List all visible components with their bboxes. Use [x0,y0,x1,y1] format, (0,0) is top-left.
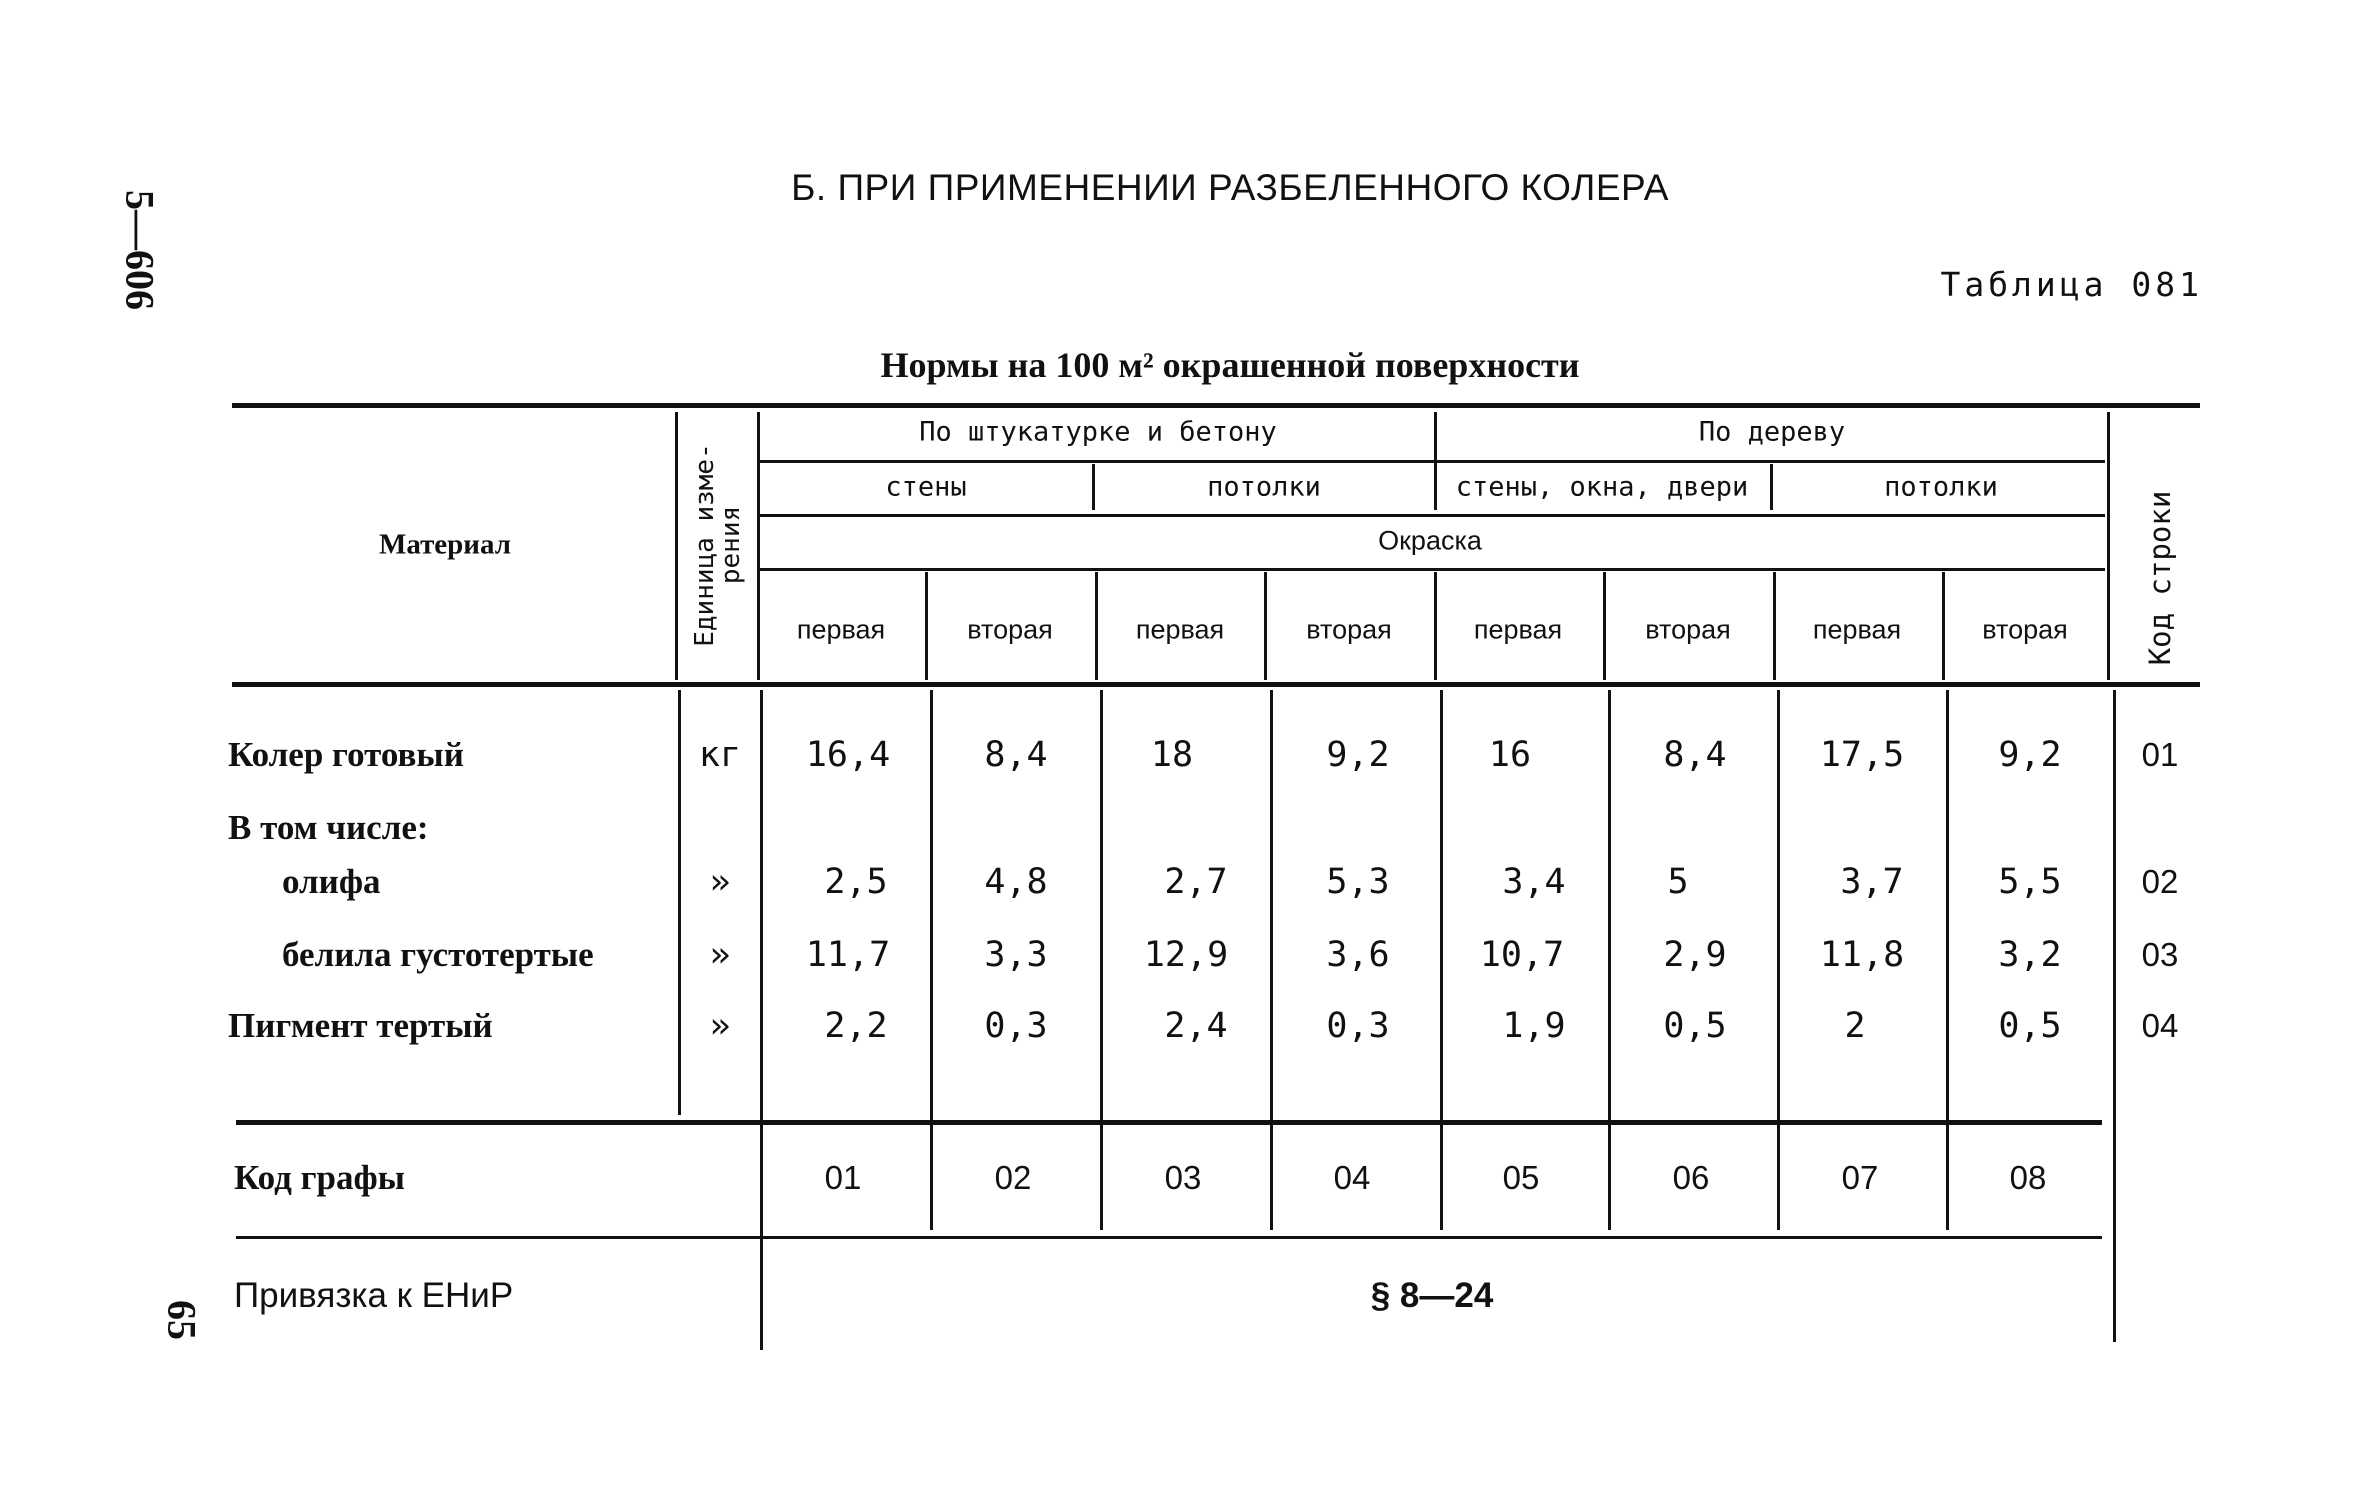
header-painting: Окраска [1378,525,1482,556]
vline-h7 [1942,572,1945,680]
side-document-code: 5—606 [117,190,163,310]
value-cell: 5 [1667,862,1689,902]
norms-title: Нормы на 100 м² окрашенной поверхности [880,345,1580,385]
vline-b1 [930,690,933,1230]
value-cell: 2,7 [1164,862,1228,902]
header-group-plaster: По штукатурке и бетону [919,416,1277,448]
header-first-2: первая [1135,614,1225,645]
header-first-3: первая [1473,614,1563,645]
row-unit: » [709,862,731,902]
value-cell: 5,5 [1998,862,2062,902]
value-cell: 0,5 [1663,1006,1727,1046]
rule-under-subgroups [760,514,2105,517]
value-cell: 2,9 [1663,935,1727,975]
enir-label: Привязка к ЕНиР [234,1276,514,1315]
value-cell: 1,9 [1502,1006,1566,1046]
vline-code-left-header [2107,412,2110,680]
column-code: 07 [1841,1159,1879,1196]
row-code: 04 [2141,1007,2179,1044]
value-cell: 16 [1488,735,1532,775]
vline-unit-left-header [675,412,678,680]
vline-unit-right-body [760,690,763,1350]
rule-under-groups [760,460,2105,463]
value-cell: 12,9 [1143,935,1229,975]
value-cell: 10,7 [1479,935,1565,975]
header-second-2: вторая [1306,614,1392,645]
row-code: 03 [2141,936,2179,973]
column-code: 02 [994,1159,1032,1196]
value-cell: 3,2 [1998,935,2062,975]
rule-under-painting [760,568,2105,571]
vline-b5 [1608,690,1611,1230]
row-label: В том числе: [228,808,429,847]
column-code: 08 [2009,1159,2047,1196]
vline-b2 [1100,690,1103,1230]
row-label: белила густотертые [282,935,594,974]
value-cell: 3,4 [1502,862,1566,902]
row-label: олифа [282,862,381,901]
header-sub-ceilings-wood: потолки [1884,471,1998,503]
codes-bottom-rule [236,1236,2102,1239]
vline-h5 [1603,572,1606,680]
vline-h2 [1095,572,1098,680]
header-second-3: вторая [1645,614,1731,645]
value-cell: 3,6 [1326,935,1390,975]
header-row-code: Код строки [2143,490,2177,666]
table-label: Таблица 081 [1940,265,2203,304]
vline-h3 [1264,572,1267,680]
value-cell: 16,4 [805,735,891,775]
vline-b6 [1777,690,1780,1230]
row-unit: » [709,935,731,975]
column-codes-label: Код графы [234,1158,405,1197]
value-cell: 9,2 [1326,735,1390,775]
value-cell: 0,3 [1326,1006,1390,1046]
enir-value: § 8—24 [1370,1276,1494,1315]
value-cell: 8,4 [1663,735,1727,775]
vline-unit-right-header [757,412,760,680]
value-cell: 4,8 [984,862,1048,902]
vline-b3 [1270,690,1273,1230]
value-cell: 5,3 [1326,862,1390,902]
value-cell: 11,7 [805,935,891,975]
vline-b7 [1946,690,1949,1230]
vline-group-split [1434,412,1437,510]
header-second-1: вторая [967,614,1053,645]
vline-b4 [1440,690,1443,1230]
vline-unit-left-body [678,690,681,1115]
header-bottom-rule [232,682,2200,687]
header-second-4: вторая [1982,614,2068,645]
row-unit: » [709,1006,731,1046]
value-cell: 2,4 [1164,1006,1228,1046]
value-cell: 2,5 [824,862,888,902]
value-cell: 8,4 [984,735,1048,775]
row-unit: кг [698,735,742,775]
value-cell: 18 [1150,735,1194,775]
row-code: 01 [2141,736,2179,773]
vline-code-left-body [2113,690,2116,1342]
vline-sub-split-2 [1770,464,1773,510]
value-cell: 9,2 [1998,735,2062,775]
header-first-1: первая [796,614,886,645]
header-first-4: первая [1812,614,1902,645]
header-sub-ceilings-plaster: потолки [1207,471,1321,503]
vline-h6 [1773,572,1776,680]
section-heading: Б. ПРИ ПРИМЕНЕНИИ РАЗБЕЛЕННОГО КОЛЕРА [791,167,1669,208]
row-label: Колер готовый [228,735,464,774]
row-code: 02 [2141,863,2179,900]
vline-h1 [925,572,928,680]
row-label: Пигмент тертый [228,1006,493,1045]
value-cell: 0,5 [1998,1006,2062,1046]
table-top-rule [232,403,2200,408]
column-code: 01 [824,1159,862,1196]
side-page-number: 65 [159,1300,205,1340]
header-sub-walls: стены [885,471,967,503]
header-group-wood: По дереву [1698,416,1846,448]
value-cell: 3,7 [1840,862,1904,902]
header-sub-walls-windows-doors: стены, окна, двери [1455,471,1749,503]
vline-h4 [1434,572,1437,680]
header-unit: Единица изме- рения [690,443,746,647]
value-cell: 2 [1844,1006,1866,1046]
column-code: 05 [1502,1159,1540,1196]
header-material: Материал [378,528,512,561]
column-code: 06 [1672,1159,1710,1196]
value-cell: 0,3 [984,1006,1048,1046]
body-bottom-rule [236,1120,2102,1125]
value-cell: 17,5 [1819,735,1905,775]
value-cell: 11,8 [1819,935,1905,975]
value-cell: 3,3 [984,935,1048,975]
column-code: 03 [1164,1159,1202,1196]
value-cell: 2,2 [824,1006,888,1046]
vline-sub-split-1 [1092,464,1095,510]
column-code: 04 [1333,1159,1371,1196]
